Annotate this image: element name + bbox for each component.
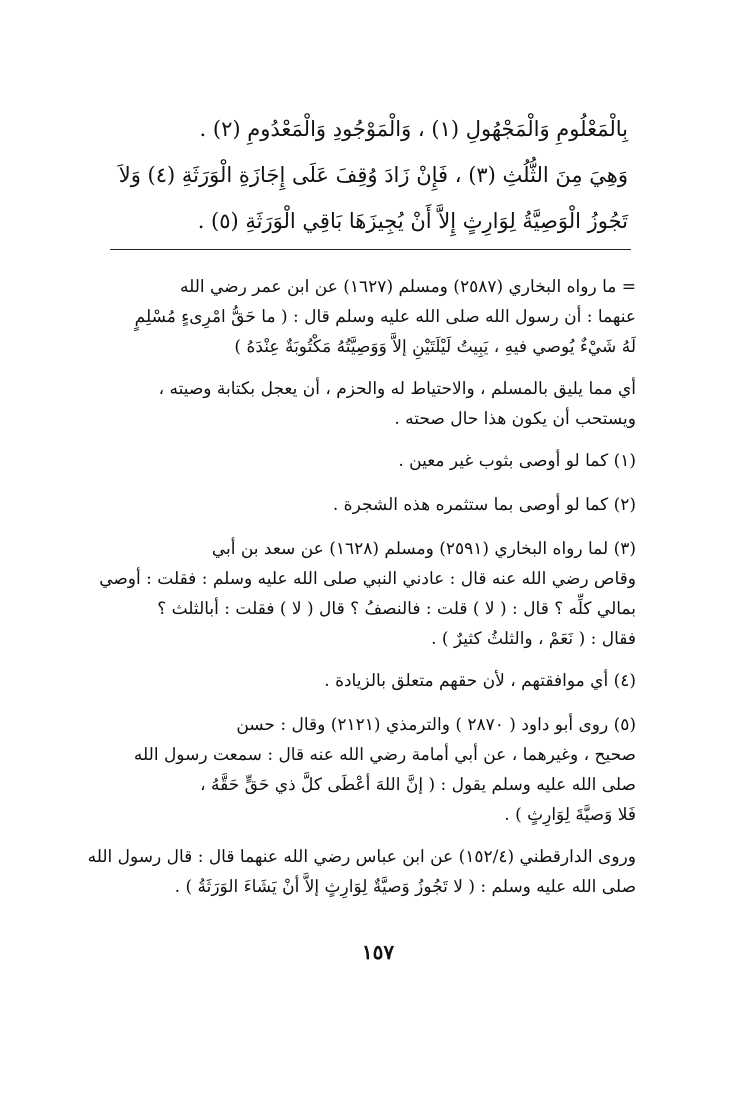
footnote-2 <box>100 490 636 520</box>
footnotes <box>87 272 636 914</box>
main-text-line: تَجُوزُ الْوَصِيَّةُ لِوَارِثٍ إِلاَّ أَنْ يُجِيزَهَا بَاقِي الْوَرَثَةِ (٥) . <box>197 209 628 233</box>
page-number: ١٥٧ <box>361 940 395 964</box>
footnote-line: (٣) لما رواه البخاري (٢٥٩١) ومسلم (١٦٢٨) عن سعد بن أبي <box>211 539 636 559</box>
main-text <box>120 106 628 244</box>
footnote-line: = ما رواه البخاري (٢٥٨٧) ومسلم (١٦٢٧) عن ابن عمر رضي الله <box>179 277 636 297</box>
footnote-line: صلى الله عليه وسلم : ( لا تَجُوزُ وَصيَّةٌ لِوَارِثٍ إلاَّ أنْ يَشَاءَ الوَرَثَةُ ) . <box>174 877 636 897</box>
footnote-line: عنهما : أن رسول الله صلى الله عليه وسلم قال : ( ما حَقُّ امْرِىءٍ مُسْلِمٍ <box>134 307 636 327</box>
footnote-continuation <box>100 272 636 362</box>
footnote-line: وروى الدارقطني (١٥٢/٤) عن ابن عباس رضي الله عنهما قال : قال رسول الله <box>87 847 636 867</box>
footnote-line: بمالي كلِّه ؟ قال : ( لا ) قلت : فالنصفُ ؟ قال ( لا ) فقلت : أبالثلث ؟ <box>157 599 636 619</box>
footnote-3 <box>100 534 636 654</box>
footnote-daraqutni <box>87 842 636 902</box>
footnote-line: فَلا وَصيَّةَ لِوَارِثٍ ) . <box>504 805 636 825</box>
footnote-line: فقال : ( نَعَمْ ، والثلثُ كثيرٌ ) . <box>431 629 636 649</box>
footnote-divider <box>110 249 631 250</box>
footnote-line: (٤) أي موافقتهم ، لأن حقهم متعلق بالزيادة . <box>324 671 636 691</box>
footnote-line: (٥) روى أبو داود ( ٢٨٧٠ ) والترمذي (٢١٢١) وقال : حسن <box>236 715 636 735</box>
footnote-line: أي مما يليق بالمسلم ، والاحتياط له والحزم ، أن يعجل بكتابة وصيته ، <box>158 379 636 399</box>
footnote-line: ويستحب أن يكون هذا حال صحته . <box>394 409 636 429</box>
footnote-4 <box>100 666 636 696</box>
footnote-5 <box>100 710 636 830</box>
main-text-line: بِالْمَعْلُومِ وَالْمَجْهُولِ (١) ، وَالْمَوْجُودِ وَالْمَعْدُومِ (٢) . <box>199 117 628 141</box>
footnote-continuation-note <box>100 374 636 434</box>
footnote-line: صلى الله عليه وسلم يقول : ( إنَّ اللهَ أعْطَى كلَّ ذي حَقٍّ حَقَّهُ ، <box>200 775 636 795</box>
footnote-line: صحيح ، وغيرهما ، عن أبي أمامة رضي الله عنه قال : سمعت رسول الله <box>133 745 636 765</box>
footnote-1 <box>100 446 636 476</box>
footnote-line: لَهُ شَيْءٌ يُوصي فيهِ ، يَبِيتُ لَيْلَتَيْنِ إلاَّ وَوَصِيَّتُهُ مَكْتُوبَةٌ عِنْدَهُ ) <box>234 337 636 357</box>
footnote-line: (١) كما لو أوصى بثوب غير معين . <box>398 451 636 471</box>
main-text-line: وَهِيَ مِنَ الثُّلُثِ (٣) ، فَإِنْ زَادَ وُقِفَ عَلَى إِجَازَةِ الْوَرَثَةِ (٤) وَلاَ <box>118 163 628 187</box>
footnote-line: وقاص رضي الله عنه قال : عادني النبي صلى الله عليه وسلم : فقلت : أوصي <box>99 569 636 589</box>
footnote-line: (٢) كما لو أوصى بما ستثمره هذه الشجرة . <box>332 495 636 515</box>
